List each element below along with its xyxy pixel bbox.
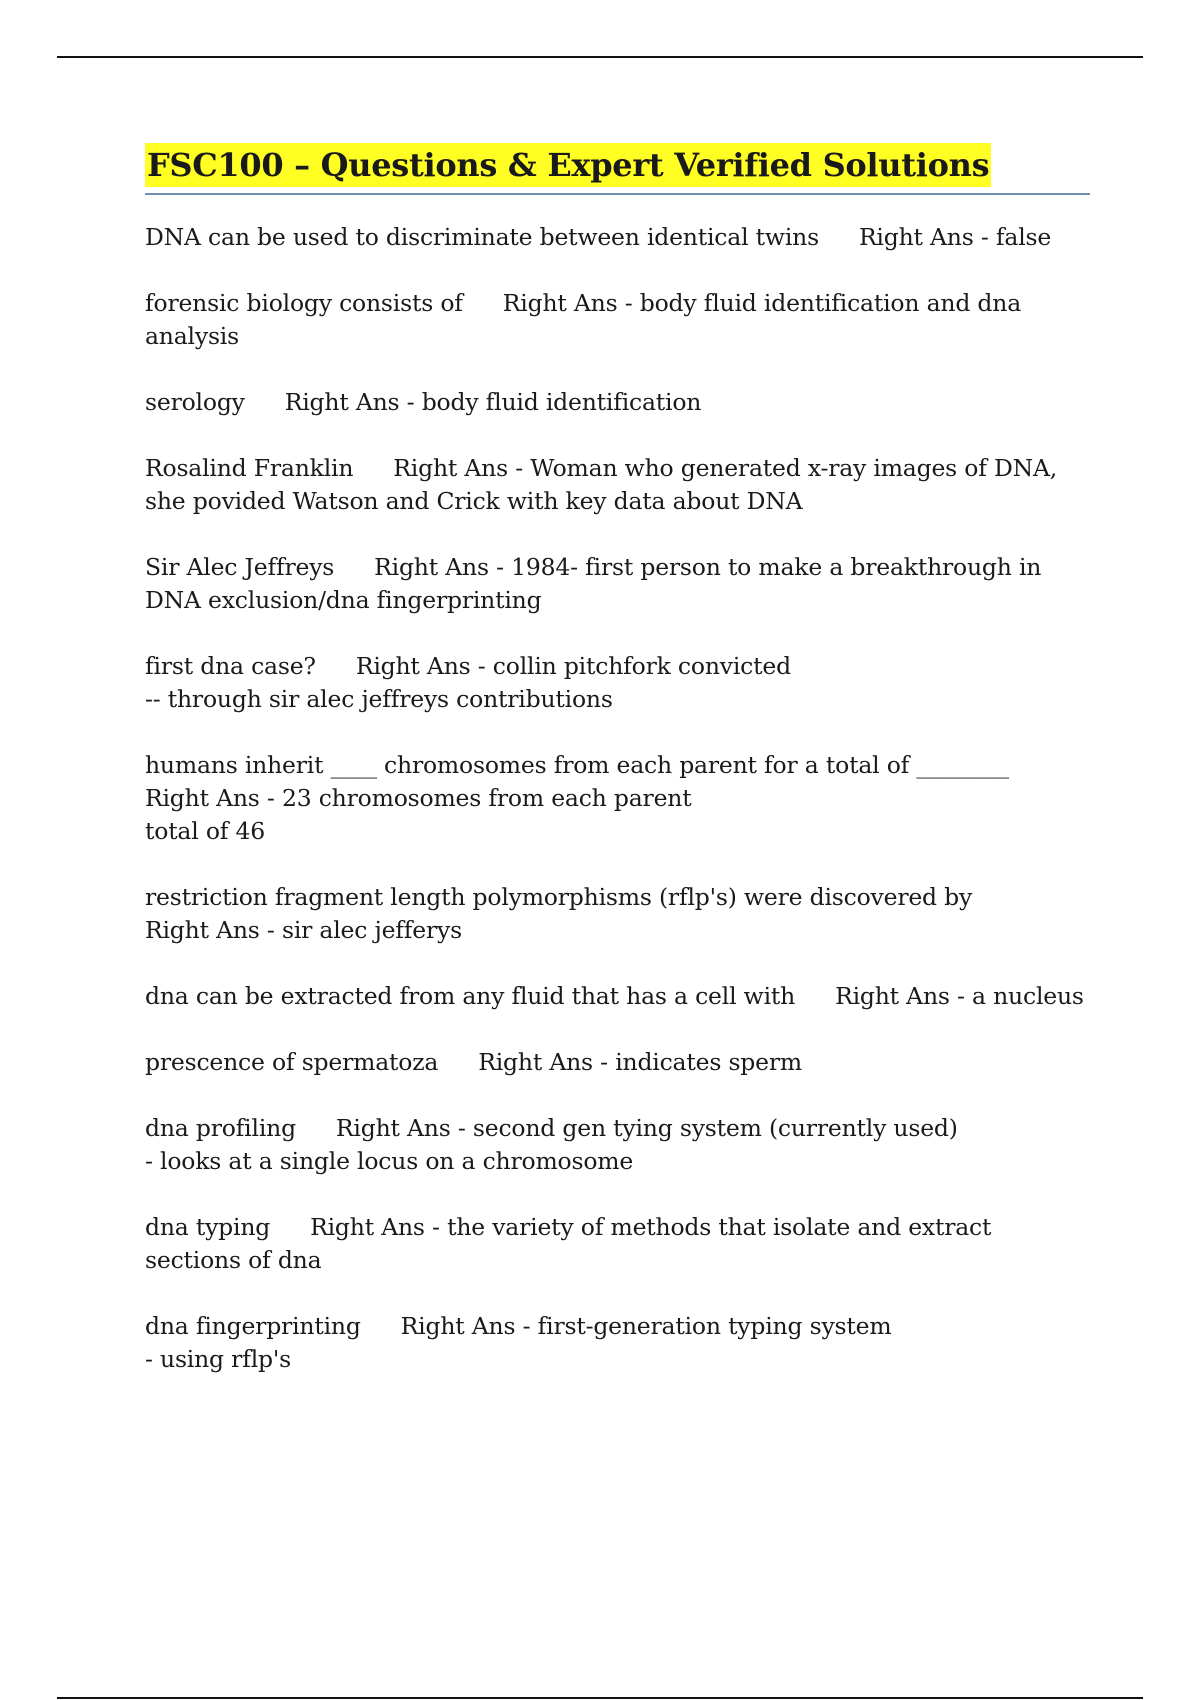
qa-item xyxy=(145,1211,1090,1277)
footer-rule xyxy=(57,1697,1143,1699)
answer-prefix: Right Ans - xyxy=(284,388,422,416)
header-rule xyxy=(57,56,1143,58)
question: first dna case? xyxy=(145,652,316,680)
answer: body fluid identification xyxy=(421,388,702,416)
answer: Woman who generated x-ray images of DNA, she povided Watson and Crick with key data about DNA xyxy=(145,454,1058,515)
answer-prefix: Right Ans - xyxy=(145,916,282,944)
document-body xyxy=(145,143,1090,1409)
qa-item xyxy=(145,221,1090,254)
answer-prefix: Right Ans - xyxy=(374,553,512,581)
question: restriction fragment length polymorphisms (rflp's) were discovered by xyxy=(145,883,973,911)
answer-prefix: Right Ans - xyxy=(335,1114,473,1142)
qa-item xyxy=(145,881,1090,947)
qa-item xyxy=(145,980,1090,1013)
qa-item xyxy=(145,749,1090,848)
answer: sir alec jefferys xyxy=(281,916,462,944)
answer-note: - using rflp's xyxy=(145,1345,291,1373)
answer-note: total of 46 xyxy=(145,817,266,845)
answer: 23 chromosomes from each parent xyxy=(281,784,692,812)
question: dna fingerprinting xyxy=(145,1312,361,1340)
answer-prefix: Right Ans - xyxy=(310,1213,448,1241)
answer: 1984- first person to make a breakthrough in DNA exclusion/dna fingerprinting xyxy=(145,553,1042,614)
answer-note: - looks at a single locus on a chromosome xyxy=(145,1147,634,1175)
question: Rosalind Franklin xyxy=(145,454,354,482)
question: prescence of spermatoza xyxy=(145,1048,439,1076)
question: dna profiling xyxy=(145,1114,296,1142)
qa-item xyxy=(145,452,1090,518)
question: DNA can be used to discriminate between identical twins xyxy=(145,223,819,251)
answer: the variety of methods that isolate and extract sections of dna xyxy=(145,1213,992,1274)
answer-prefix: Right Ans - xyxy=(355,652,493,680)
answer: body fluid identification and dna analysis xyxy=(145,289,1022,350)
question: dna typing xyxy=(145,1213,271,1241)
qa-item xyxy=(145,551,1090,617)
answer-prefix: Right Ans - xyxy=(858,223,996,251)
question: dna can be extracted from any fluid that has a cell with xyxy=(145,982,796,1010)
answer-prefix: Right Ans - xyxy=(400,1312,538,1340)
answer-prefix: Right Ans - xyxy=(835,982,973,1010)
answer: collin pitchfork convicted xyxy=(492,652,791,680)
answer-prefix: Right Ans - xyxy=(478,1048,616,1076)
document-title: FSC100 – Questions & Expert Verified Solutions xyxy=(145,143,991,187)
qa-item xyxy=(145,650,1090,716)
qa-item xyxy=(145,287,1090,353)
answer-prefix: Right Ans - xyxy=(145,784,282,812)
question: Sir Alec Jeffreys xyxy=(145,553,335,581)
question: forensic biology consists of xyxy=(145,289,463,317)
answer: false xyxy=(995,223,1052,251)
qa-item xyxy=(145,1112,1090,1178)
question: humans inherit ____ chromosomes from each parent for a total of ________ xyxy=(145,751,1009,779)
answer: indicates sperm xyxy=(615,1048,802,1076)
answer-note: -- through sir alec jeffreys contributions xyxy=(145,685,613,713)
answer: a nucleus xyxy=(972,982,1084,1010)
qa-item xyxy=(145,1046,1090,1079)
qa-list xyxy=(145,221,1090,1376)
title-block xyxy=(145,143,1090,195)
answer-prefix: Right Ans - xyxy=(502,289,640,317)
question: serology xyxy=(145,388,245,416)
answer-prefix: Right Ans - xyxy=(393,454,531,482)
qa-item xyxy=(145,1310,1090,1376)
qa-item xyxy=(145,386,1090,419)
answer: second gen tying system (currently used) xyxy=(472,1114,958,1142)
answer: first-generation typing system xyxy=(537,1312,892,1340)
